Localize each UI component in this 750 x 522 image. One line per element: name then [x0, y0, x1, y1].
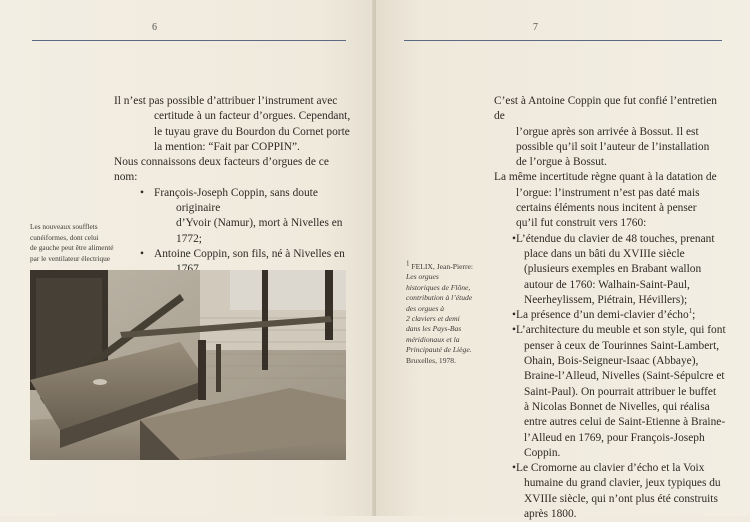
left-page: [0, 0, 374, 516]
bellows-photo-image: [30, 270, 346, 460]
text-line: penser à ceux de Tourinnes Saint-Lambert,: [524, 339, 720, 352]
text-line: XVIIIe siècle, qui n’ont plus été construits: [524, 492, 718, 505]
left-paragraph-2: [114, 155, 354, 186]
text-line: de l’orgue à Bossut.: [516, 156, 607, 169]
text-line: Nous connaissons deux facteurs d’orgues de ce nom:: [114, 156, 329, 184]
bullet-marker: •: [512, 462, 516, 475]
list-item: • Antoine Coppin, son fils, né à Nivelles en: [154, 247, 354, 339]
text-line: ;: [692, 309, 696, 322]
text-line: entre autres celui de Saint-Etienne à Braine-: [524, 416, 726, 429]
footnote-title-line: dans les Pays-Bas: [406, 324, 462, 334]
caption-line: Les nouveaux soufflets: [30, 222, 98, 231]
text-line: autour de 1760: Walhain-Saint-Paul,: [524, 278, 690, 291]
text-line: possible qu’il soit l’auteur de l’installation: [516, 140, 710, 153]
text-line: Le Cromorne au clavier d’écho et la Voix: [516, 462, 705, 475]
text-line: humaine du grand clavier, jeux typiques du: [524, 477, 721, 490]
text-line: qu’il fut construit vers 1760:: [516, 217, 647, 230]
bullet-marker: •: [512, 324, 516, 337]
text-line: certains éléments nous incitent à penser: [516, 202, 697, 215]
footnote-author: FELIX, Jean-Pierre:: [411, 262, 473, 271]
text-line: Il n’est pas possible d’attribuer l’instrument avec: [114, 95, 338, 107]
footnote-title-line: Principauté de Liège.: [406, 345, 472, 355]
right-page: [376, 0, 750, 521]
bullet-marker: •: [512, 309, 516, 322]
header-rule-right: [404, 40, 722, 41]
right-bullet-list: [494, 232, 726, 522]
list-item: [512, 307, 726, 323]
footnote-title-line: des orgues à: [406, 303, 445, 313]
text-line: d’Yvoir (Namur), mort à Nivelles en 1772;: [176, 217, 343, 245]
text-line: le tuyau grave du Bourdon du Cornet porte: [154, 125, 350, 138]
list-item: [512, 232, 726, 308]
footnote-sidenote: [406, 259, 490, 366]
text-line: L’étendue du clavier de 48 touches, prenant: [516, 232, 715, 245]
footnote-reference: 1: [688, 307, 693, 316]
list-item: [512, 461, 726, 522]
text-line: (plusieurs exemples en Brabant wallon: [524, 263, 702, 276]
list-item: • François-Joseph Coppin, sans doute originaire d’Yvoir (Namur), mort à Nivelles en 1772;: [140, 186, 343, 245]
footnote-number: 1: [406, 259, 410, 268]
text-line: certitude à un facteur d’orgues. Cependant,: [154, 110, 351, 123]
footnote-title-line: historiques de Flône,: [406, 282, 471, 292]
photo-caption: [30, 222, 142, 264]
list-item: [512, 323, 726, 461]
text-line: Antoine Coppin, son fils, né à Nivelles en: [154, 247, 345, 260]
text-line: la mention: “Fait par COPPIN”.: [154, 140, 300, 153]
text-line: l’Alleud en 1769, pour François-Joseph: [524, 431, 705, 444]
text-line: Ohain, Bois-Seigneur-Isaac (Abbaye),: [524, 355, 699, 368]
text-line: l’orgue: l’instrument n’est pas daté mais: [516, 186, 700, 199]
caption-line: de gauche peut être alimenté: [30, 243, 114, 253]
text-line: L’architecture du meuble et son style, qui font: [516, 324, 726, 337]
right-paragraph-1: [494, 94, 726, 170]
right-paragraph-2: [494, 170, 726, 231]
bellows-photo: [30, 270, 346, 460]
text-line: Neerheylissem, Piétrain, Hévillers);: [524, 293, 688, 306]
footnote-title-line: contribution à l’étude: [406, 293, 473, 303]
text-line: La même incertitude règne quant à la datation de: [494, 171, 717, 184]
footnote-title-line: méridionaux et la: [406, 334, 460, 344]
caption-line: par le ventilateur électrique: [30, 253, 111, 263]
text-line: Coppin.: [524, 446, 561, 459]
footnote-publication: Bruxelles, 1978.: [406, 355, 456, 365]
right-body-text: [494, 94, 726, 522]
text-line: à Nicolas Bonnet de Nivelles, qui réalisa: [524, 400, 710, 413]
text-line: place dans un bâti du XVIIIe siècle: [524, 247, 685, 260]
text-line: Saint-Paul). On pourrait attribuer le buffet: [524, 385, 717, 398]
text-line: Braine-l’Alleud, Nivelles (Saint-Sépulcre et: [524, 370, 725, 383]
footnote-title-line: Les orgues: [406, 272, 439, 282]
text-line: La présence d’un demi-clavier d’écho: [516, 309, 689, 322]
bullet-marker: •: [512, 232, 516, 245]
page-number-left: 6: [152, 22, 157, 33]
left-paragraph-1: [114, 94, 354, 155]
text-line: l’orgue après son arrivée à Bossut. Il est: [516, 125, 699, 138]
footnote-title-line: 2 claviers et demi: [406, 314, 460, 324]
text-line: après 1800.: [524, 508, 577, 521]
text-line: C’est à Antoine Coppin que fut confié l’entretien de: [494, 95, 718, 123]
page-number-right: 7: [533, 22, 538, 33]
header-rule-left: [32, 40, 346, 41]
text-line: François-Joseph Coppin, sans doute originaire: [154, 186, 318, 215]
caption-line: cunéiformes, dont celui: [30, 232, 99, 242]
